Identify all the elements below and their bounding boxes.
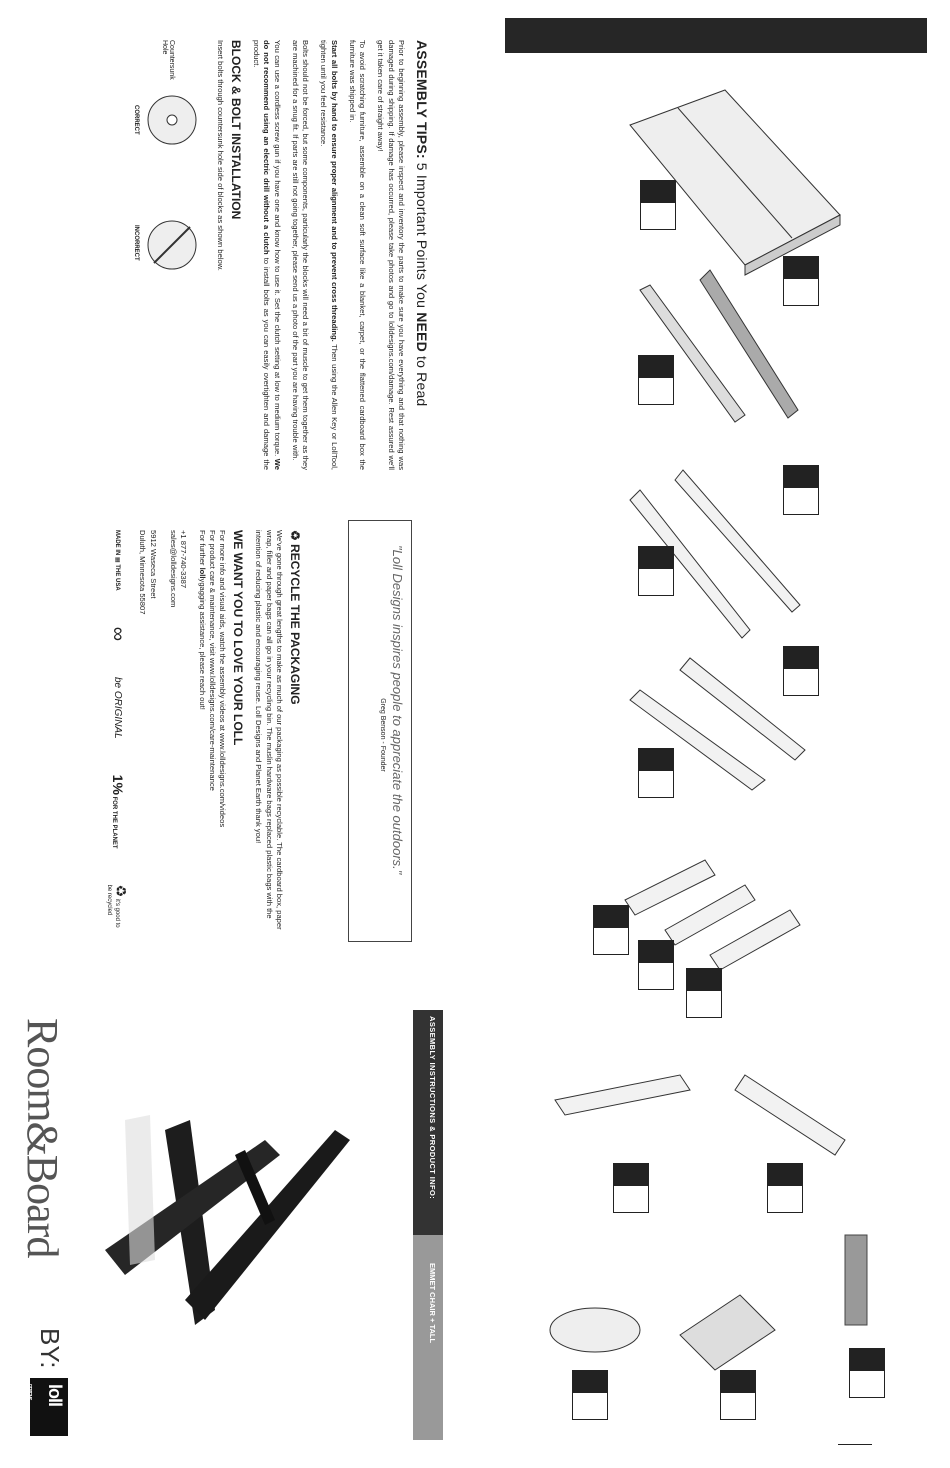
certification-logos	[106, 530, 129, 940]
correct-block-icon	[142, 90, 202, 150]
block-drawing	[550, 1308, 640, 1352]
sidebar-product: EMMET CHAIR + TALL	[428, 1263, 437, 1344]
part-tag	[593, 905, 629, 955]
recycled-logo: ♻ it's good to be recycled	[106, 884, 130, 928]
contact-info: +1 877-740-3387 sales@lolldesigns.com 5912 Waseca Street Duluth, Minnesota 55807	[138, 530, 189, 615]
by-label: BY:	[35, 1328, 65, 1369]
correct-label: CORRECT	[132, 105, 139, 135]
recycle-icon: ♻	[288, 530, 302, 545]
part-tag	[686, 968, 722, 1018]
loll-logo-text: loll DESIGNS	[26, 1384, 65, 1406]
recycle-text: We've gone through great lengths to make as much of our packaging as possible recyclable. The cardboard box, paper wrap, filler and paper bags can all go in your recycling bin. The muslin hardware bags replaced plastic bags with the intention of reducing plastic and encouraging reuse. Loll Designs and Planet Earth thank you!	[254, 530, 284, 930]
one-percent-planet-logo: 1% FOR THE PLANET	[109, 774, 126, 849]
incorrect-label: INCORRECT	[132, 225, 139, 261]
part-tag	[783, 256, 819, 306]
part-tag	[720, 1370, 756, 1420]
part-tag	[572, 1370, 608, 1420]
love-text: For more info and visual aids, watch the assembly videos at www.lolldesigns.com/videos For product care & maintenance, visit www.lolldesigns.com/care-maintenance For further lollygagging assistance, please reach out!	[197, 530, 228, 828]
made-in-usa-logo: MADE IN ▦ THE USA	[114, 530, 121, 591]
bolt-drawing	[845, 1235, 867, 1325]
part-tag	[638, 748, 674, 798]
header-bar	[505, 18, 927, 53]
sidebar-title: ASSEMBLY INSTRUCTIONS & PRODUCT INFO:	[428, 1016, 437, 1200]
founder-quote	[379, 545, 405, 925]
tip-2: To avoid scratching furniture, assemble on a clean soft surface like a blanket, carpet, or the flattened cardboard box the furniture was shipped in.	[348, 40, 368, 470]
part-tag	[613, 1163, 649, 1213]
tip-5: You can use a cordless screw gun if you have one and know how to use it. Set the clutch setting at low to medium torque. We do not recommend using an electric drill without a clutch to install bolts as you can easily overtighten and damage the product.	[252, 40, 282, 470]
block-bolt-title: BLOCK & BOLT INSTALLATION	[229, 40, 243, 220]
tip-4: Bolts should not be forced, but some components, particularly the blocks will need a bit of muscle to get them together as they are machined for a snug fit. If parts are still not going together, please send us a photo of the part you are having trouble with.	[291, 40, 311, 470]
recycle-title: ♻ RECYCLE THE PACKAGING	[288, 530, 302, 705]
part-tag	[849, 1348, 885, 1398]
part-tag	[638, 355, 674, 405]
parts-illustrations	[540, 60, 940, 1460]
certified-logo-icon: ∞	[107, 626, 130, 641]
love-title: WE WANT YOU TO LOVE YOUR LOLL	[231, 530, 246, 746]
quote-author: Greg Benson - Founder	[379, 698, 386, 772]
tip-1: Prior to beginning assembly, please inspect and inventory the parts to make sure you have everything and that nothing was damaged during shipping. If damage has occurred, please take photos and go to lolldesigns.com/damage. Rest assured we'll get it taken care of straight away!	[376, 40, 406, 470]
packaging-info	[106, 530, 302, 940]
incorrect-block-icon	[142, 215, 202, 275]
part-tag	[640, 180, 676, 230]
tips-title: ASSEMBLY TIPS: 5 Important Points You NEED to Read	[414, 40, 430, 407]
room-board-logo: Room&Board	[18, 1018, 67, 1258]
plank-drawing	[555, 1075, 845, 1155]
be-original-logo: be ORIGINAL	[112, 676, 124, 739]
part-tag	[783, 646, 819, 696]
tip-3: Start all bolts by hand to ensure proper alignment and to prevent cross threading. Then using the Allen Key or LollTool, tighten until you feel resistance.	[319, 40, 339, 470]
block-bolt-text: Insert bolts through countersunk hole side of blocks as shown below.	[216, 40, 225, 271]
chair-illustration	[95, 1110, 395, 1350]
plate-drawing	[680, 1295, 775, 1370]
footer-line	[838, 1444, 872, 1445]
assembly-tips	[127, 40, 430, 470]
quote-text: "Loll Designs inspires people to appreciate the outdoors."	[390, 545, 405, 875]
countersunk-label: Countersunk Hole	[160, 40, 175, 80]
part-tag	[638, 940, 674, 990]
part-tag	[638, 546, 674, 596]
part-tag	[767, 1163, 803, 1213]
part-tag	[783, 465, 819, 515]
